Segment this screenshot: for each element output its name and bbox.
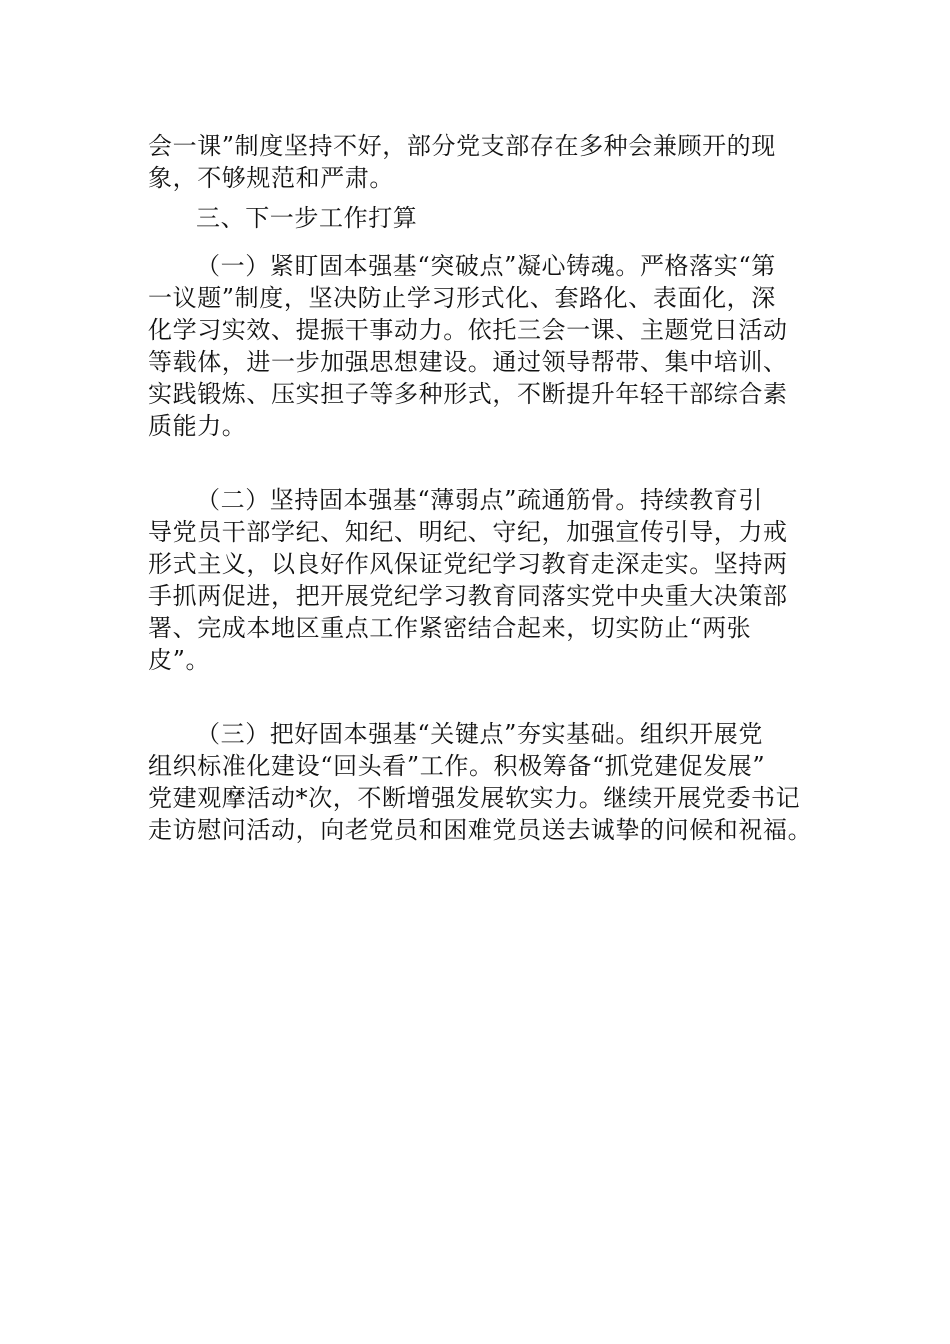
paragraph-line: 走访慰问活动，向老党员和困难党员送去诚挚的问候和祝福。: [148, 816, 813, 844]
paragraph-line: 组织标准化建设“回头看”工作。积极筹备“抓党建促发展”: [148, 752, 766, 780]
paragraph-line: 一议题”制度，坚决防止学习形式化、套路化、表面化，深: [148, 284, 776, 312]
paragraph-line: 皮”。: [148, 646, 211, 674]
section-heading: [196, 202, 866, 234]
paragraph-1: [148, 250, 818, 442]
paragraph-line: 实践锻炼、压实担子等多种形式，不断提升年轻干部综合素: [148, 380, 788, 408]
paragraph-line: 化学习实效、提振干事动力。依托三会一课、主题党日活动: [148, 316, 788, 344]
paragraph-line: 署、完成本地区重点工作紧密结合起来，切实防止“两张: [148, 614, 752, 642]
paragraph-line: 会一课”制度坚持不好，部分党支部存在多种会兼顾开的现: [148, 132, 776, 160]
section-heading-text: 三、下一步工作打算: [196, 204, 418, 232]
paragraph-3: [148, 718, 818, 846]
paragraph-line: 手抓两促进，把开展党纪学习教育同落实党中央重大决策部: [148, 582, 788, 610]
paragraph-line: （一）紧盯固本强基“突破点”凝心铸魂。严格落实“第: [196, 252, 776, 280]
paragraph-line: 等载体，进一步加强思想建设。通过领导帮带、集中培训、: [148, 348, 788, 376]
continuation-paragraph: [148, 130, 818, 194]
paragraph-line: 质能力。: [148, 412, 247, 440]
paragraph-line: （三）把好固本强基“关键点”夯实基础。组织开展党: [196, 720, 763, 748]
paragraph-line: 党建观摩活动*次，不断增强发展软实力。继续开展党委书记: [148, 784, 801, 812]
paragraph-2: [148, 484, 818, 676]
paragraph-line: 形式主义，以良好作风保证党纪学习教育走深走实。坚持两: [148, 550, 788, 578]
paragraph-line: 导党员干部学纪、知纪、明纪、守纪，加强宣传引导，力戒: [148, 518, 788, 546]
paragraph-line: 象，不够规范和严肃。: [148, 164, 394, 192]
paragraph-line: （二）坚持固本强基“薄弱点”疏通筋骨。持续教育引: [196, 486, 763, 514]
